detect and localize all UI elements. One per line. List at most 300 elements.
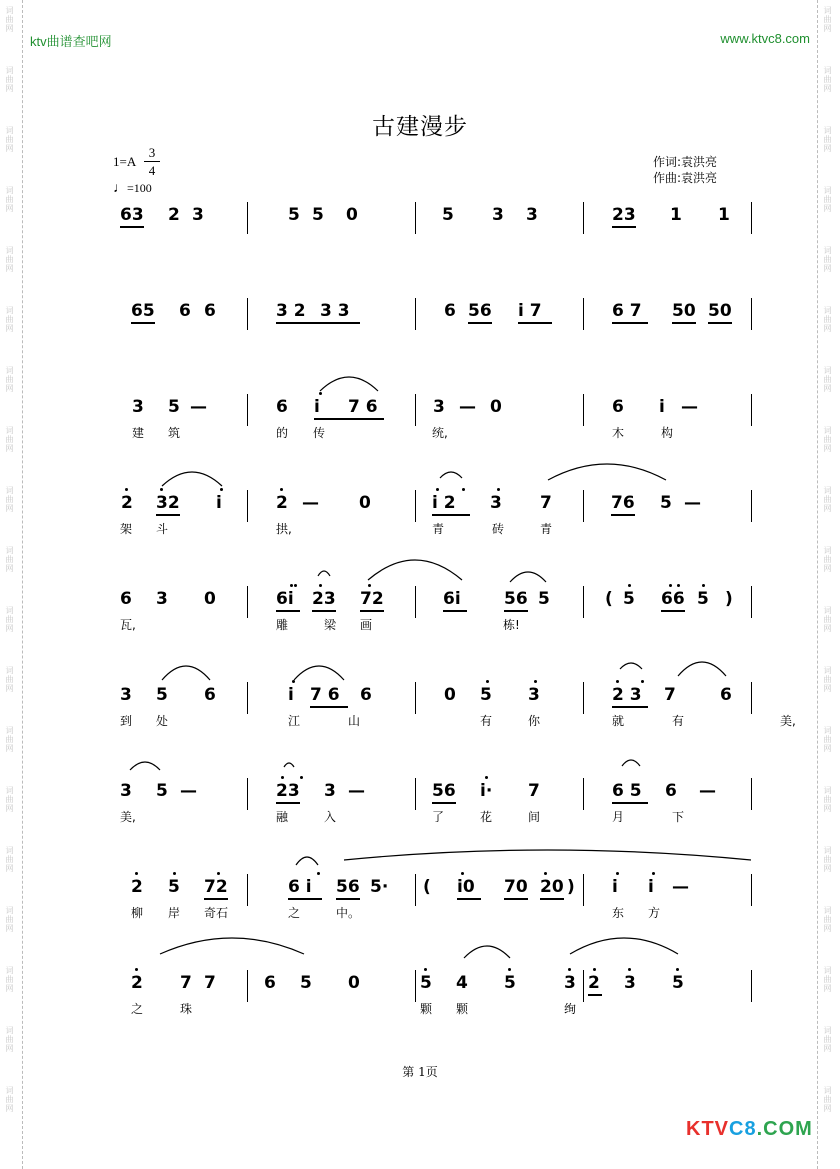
- note: 5: [480, 685, 492, 705]
- watermark-text: 词曲网: [823, 366, 832, 393]
- note: 5: [300, 973, 312, 993]
- note: 6 i: [288, 877, 312, 897]
- lyric: 统,: [432, 426, 448, 440]
- note: 6: [120, 589, 132, 609]
- beam-underline: [156, 514, 180, 516]
- watermark-text: 词曲网: [823, 786, 832, 813]
- beam-underline: [504, 898, 528, 900]
- octave-dot: [300, 776, 303, 779]
- ktvc8-logo: KTVC8.COM: [686, 1118, 813, 1140]
- beam-underline: [276, 322, 360, 324]
- bar-line: [247, 874, 248, 906]
- lyric: 融: [276, 810, 289, 824]
- note: 5: [168, 397, 180, 417]
- octave-dot: [669, 584, 672, 587]
- site-name-left: ktv曲谱查吧网: [30, 34, 112, 49]
- note: 5: [168, 877, 180, 897]
- note: —: [699, 781, 716, 801]
- bar-line: [247, 970, 248, 1002]
- watermark-text: 词曲网: [823, 546, 832, 573]
- note: 7: [180, 973, 192, 993]
- watermark-text: 词曲网: [823, 906, 832, 933]
- bar-line: [415, 970, 416, 1002]
- note: 3: [492, 205, 504, 225]
- note: 2: [588, 973, 600, 993]
- note: 0: [359, 493, 371, 513]
- lyric: 江: [288, 714, 301, 728]
- lyric: 木: [612, 426, 625, 440]
- note: 6i: [443, 589, 461, 609]
- beam-underline: [661, 610, 685, 612]
- note: 5·: [370, 877, 389, 897]
- bar-line: [415, 490, 416, 522]
- note: i: [612, 877, 618, 897]
- key-signature: 1=A: [113, 154, 137, 169]
- lyric: 有: [672, 714, 685, 728]
- note: 2: [276, 493, 288, 513]
- beam-underline: [504, 610, 528, 612]
- beam-underline: [131, 322, 155, 324]
- note: 5: [288, 205, 300, 225]
- lyric: 方: [648, 906, 661, 920]
- note: 23: [312, 589, 336, 609]
- note: 65: [131, 301, 155, 321]
- watermark-text: 词曲网: [5, 186, 14, 213]
- lyric: 下: [672, 810, 685, 824]
- note: 7: [528, 781, 540, 801]
- octave-dot: [125, 488, 128, 491]
- watermark-text: 词曲网: [5, 726, 14, 753]
- beam-underline: [312, 610, 336, 612]
- beam-underline: [518, 322, 552, 324]
- bar-line: [415, 682, 416, 714]
- bar-line: [583, 490, 584, 522]
- octave-dot: [485, 776, 488, 779]
- note: 5: [156, 781, 168, 801]
- watermark-text: 词曲网: [5, 546, 14, 573]
- note: 56: [336, 877, 360, 897]
- bar-line: [583, 202, 584, 234]
- watermark-text: 词曲网: [5, 426, 14, 453]
- note: 2: [131, 973, 143, 993]
- lyric: 之: [288, 906, 301, 920]
- lyric: 青: [432, 522, 445, 536]
- lyric: 拱,: [276, 522, 292, 536]
- beam-underline: [276, 610, 300, 612]
- note: 6: [360, 685, 372, 705]
- lyric: 斗: [156, 522, 169, 536]
- watermark-text: 词曲网: [5, 786, 14, 813]
- bar-line: [247, 202, 248, 234]
- page-number: 第 1页: [402, 1065, 438, 1079]
- bar-line: [751, 586, 752, 618]
- lyric: 颗: [420, 1002, 433, 1016]
- note: 6: [444, 301, 456, 321]
- watermark-text: 词曲网: [823, 246, 832, 273]
- lyric: 传: [313, 426, 326, 440]
- note: 1: [670, 205, 682, 225]
- beam-underline: [588, 994, 602, 996]
- beam-underline: [120, 226, 144, 228]
- watermark-text: 词曲网: [823, 66, 832, 93]
- bar-line: [751, 394, 752, 426]
- watermark-text: 词曲网: [5, 66, 14, 93]
- note: i: [288, 685, 294, 705]
- note: —: [180, 781, 197, 801]
- watermark-text: 词曲网: [823, 1026, 832, 1053]
- bar-line: [247, 682, 248, 714]
- lyric: 间: [528, 810, 541, 824]
- note: 56: [504, 589, 528, 609]
- note: 3: [156, 589, 168, 609]
- note: 2: [131, 877, 143, 897]
- note: 72: [204, 877, 228, 897]
- octave-dot: [319, 584, 322, 587]
- note: 0: [346, 205, 358, 225]
- note: 56: [432, 781, 456, 801]
- note: (: [423, 877, 431, 897]
- lyric: 珠: [180, 1002, 193, 1016]
- beam-underline: [612, 706, 648, 708]
- watermark-text: 词曲网: [5, 246, 14, 273]
- bar-line: [583, 778, 584, 810]
- bar-line: [583, 682, 584, 714]
- note: 5: [442, 205, 454, 225]
- lyric: 处: [156, 714, 169, 728]
- note: 6: [179, 301, 191, 321]
- beam-underline: [611, 514, 635, 516]
- bar-line: [415, 202, 416, 234]
- bar-line: [415, 394, 416, 426]
- watermark-text: 词曲网: [823, 726, 832, 753]
- note: 32: [156, 493, 180, 513]
- lyric: 构: [661, 426, 674, 440]
- bar-line: [247, 586, 248, 618]
- lyric: 有: [480, 714, 493, 728]
- note: i0: [457, 877, 475, 897]
- watermark-text: 词曲网: [823, 846, 832, 873]
- song-title: 古建漫步: [372, 114, 468, 140]
- bar-line: [583, 970, 584, 1002]
- note: 6: [665, 781, 677, 801]
- bar-line: [415, 874, 416, 906]
- quarter-note-icon: ♩: [113, 181, 127, 196]
- octave-dot: [462, 488, 465, 491]
- note: 72: [360, 589, 384, 609]
- note: 63: [120, 205, 144, 225]
- watermark-text: 词曲网: [823, 186, 832, 213]
- beam-underline: [612, 802, 648, 804]
- beam-underline: [310, 706, 348, 708]
- note: 3: [192, 205, 204, 225]
- lyric: 画: [360, 618, 373, 632]
- octave-dot: [292, 680, 295, 683]
- watermark-text: 词曲网: [5, 846, 14, 873]
- note: 23: [276, 781, 300, 801]
- watermark-text: 词曲网: [823, 1086, 832, 1113]
- watermark-text: 词曲网: [5, 1086, 14, 1113]
- bar-line: [415, 586, 416, 618]
- tempo-value: =100: [127, 181, 152, 195]
- octave-dot: [220, 488, 223, 491]
- watermark-text: 词曲网: [823, 486, 832, 513]
- note: —: [672, 877, 689, 897]
- note: 3: [490, 493, 502, 513]
- octave-dot: [628, 584, 631, 587]
- octave-dot: [424, 968, 427, 971]
- note: 7: [204, 973, 216, 993]
- score-row: [0, 200, 840, 300]
- octave-dot: [641, 680, 644, 683]
- bar-line: [583, 298, 584, 330]
- watermark-text: 词曲网: [5, 306, 14, 333]
- octave-dot: [217, 872, 220, 875]
- watermark-text: 词曲网: [823, 6, 832, 33]
- octave-dot: [568, 968, 571, 971]
- lyric: 你: [528, 714, 541, 728]
- octave-dot: [534, 680, 537, 683]
- bar-line: [751, 202, 752, 234]
- bar-line: [751, 298, 752, 330]
- note: 56: [468, 301, 492, 321]
- note: i 7: [518, 301, 542, 321]
- lyric: 柳: [131, 906, 144, 920]
- note: 6: [204, 685, 216, 705]
- octave-dot: [294, 584, 297, 587]
- note: (: [605, 589, 613, 609]
- octave-dot: [135, 968, 138, 971]
- time-signature-bottom: 4: [148, 163, 156, 178]
- note: 1: [718, 205, 730, 225]
- lyric: 架: [120, 522, 133, 536]
- lyric: 筑: [168, 426, 181, 440]
- watermark-text: 词曲网: [823, 426, 832, 453]
- lyric: 瓦,: [120, 618, 136, 632]
- lyric: 入: [324, 810, 337, 824]
- beam-underline: [612, 322, 648, 324]
- note: 7: [540, 493, 552, 513]
- note: 5: [697, 589, 709, 609]
- octave-dot: [616, 872, 619, 875]
- lyric: 月: [612, 810, 625, 824]
- octave-dot: [497, 488, 500, 491]
- note: 3: [624, 973, 636, 993]
- score-row: [0, 392, 840, 492]
- lyric: 青: [540, 522, 553, 536]
- watermark-text: 词曲网: [823, 666, 832, 693]
- octave-dot: [173, 872, 176, 875]
- note: 76: [611, 493, 635, 513]
- watermark-text: 词曲网: [5, 6, 14, 33]
- note: 3: [324, 781, 336, 801]
- bar-line: [415, 778, 416, 810]
- octave-dot: [676, 968, 679, 971]
- note: —: [302, 493, 319, 513]
- watermark-text: 词曲网: [823, 306, 832, 333]
- bar-line: [751, 970, 752, 1002]
- lyric: 到: [120, 714, 133, 728]
- time-signature: [144, 145, 160, 178]
- note: 3 3: [320, 301, 350, 321]
- note: 6i: [276, 589, 294, 609]
- lyric: 花: [480, 810, 493, 824]
- note: i: [216, 493, 222, 513]
- bar-line: [247, 490, 248, 522]
- note: 7: [664, 685, 676, 705]
- bar-line: [751, 874, 752, 906]
- lyric: 雕: [276, 618, 289, 632]
- watermark-text: 词曲网: [823, 966, 832, 993]
- note: 2: [121, 493, 133, 513]
- beam-underline: [540, 898, 564, 900]
- beam-underline: [457, 898, 481, 900]
- lyric: 建: [132, 426, 145, 440]
- octave-dot: [368, 584, 371, 587]
- note: 6 7: [612, 301, 642, 321]
- note: i 2: [432, 493, 456, 513]
- bar-line: [583, 874, 584, 906]
- note: 6: [264, 973, 276, 993]
- note: ): [725, 589, 733, 609]
- octave-dot: [319, 392, 322, 395]
- note: 23: [612, 205, 636, 225]
- note: 5: [504, 973, 516, 993]
- score-row: [0, 680, 840, 780]
- score-row: [0, 776, 840, 876]
- note: 0: [204, 589, 216, 609]
- note: 5: [623, 589, 635, 609]
- watermark-text: 词曲网: [5, 666, 14, 693]
- bar-line: [247, 298, 248, 330]
- beam-underline: [360, 610, 384, 612]
- lyricist-credit: 作词:袁洪亮: [653, 155, 718, 169]
- note: 5: [156, 685, 168, 705]
- note: 50: [708, 301, 732, 321]
- lyric: 中。: [336, 906, 361, 920]
- lyric: 砖: [492, 522, 505, 536]
- note: 3: [120, 781, 132, 801]
- tempo-marking: [113, 181, 152, 197]
- beam-underline: [204, 898, 228, 900]
- bar-line: [247, 778, 248, 810]
- beam-underline: [443, 610, 467, 612]
- note: 6: [612, 397, 624, 417]
- beam-underline: [432, 514, 470, 516]
- note: 5: [660, 493, 672, 513]
- octave-dot: [290, 584, 293, 587]
- lyric: 美,: [780, 714, 796, 728]
- note: 5: [312, 205, 324, 225]
- note: —: [684, 493, 701, 513]
- lyric: 之: [131, 1002, 144, 1016]
- watermark-text: 词曲网: [5, 906, 14, 933]
- note: 6: [204, 301, 216, 321]
- beam-underline: [708, 322, 732, 324]
- bar-line: [247, 394, 248, 426]
- note: 3: [433, 397, 445, 417]
- watermark-text: 词曲网: [5, 606, 14, 633]
- note: 6 5: [612, 781, 642, 801]
- composer-credit: 作曲:袁洪亮: [653, 171, 718, 185]
- note: 7 6: [310, 685, 340, 705]
- lyric: 了: [432, 810, 445, 824]
- note: 70: [504, 877, 528, 897]
- octave-dot: [628, 968, 631, 971]
- note: 5: [538, 589, 550, 609]
- time-signature-bar: [144, 161, 160, 162]
- lyric: 美,: [120, 810, 136, 824]
- bar-line: [751, 490, 752, 522]
- lyric: 梁: [324, 618, 337, 632]
- note: 3: [528, 685, 540, 705]
- watermark-text: 词曲网: [5, 126, 14, 153]
- octave-dot: [135, 872, 138, 875]
- note: 66: [661, 589, 685, 609]
- watermark-text: 词曲网: [5, 366, 14, 393]
- note: 0: [444, 685, 456, 705]
- lyric: 东: [612, 906, 625, 920]
- lyric: 绚: [564, 1002, 577, 1016]
- bar-line: [583, 586, 584, 618]
- score-row: [0, 584, 840, 684]
- note: 7 6: [348, 397, 378, 417]
- bar-line: [751, 778, 752, 810]
- watermark-text: 词曲网: [823, 126, 832, 153]
- note: —: [190, 397, 207, 417]
- note: 50: [672, 301, 696, 321]
- bar-line: [751, 682, 752, 714]
- lyric: 栋!: [503, 618, 520, 632]
- score-row: [0, 968, 840, 1068]
- note: i·: [480, 781, 493, 801]
- octave-dot: [461, 872, 464, 875]
- beam-underline: [612, 226, 636, 228]
- watermark-text: 词曲网: [5, 486, 14, 513]
- note: 3 2: [276, 301, 306, 321]
- note: 3: [564, 973, 576, 993]
- octave-dot: [508, 968, 511, 971]
- beam-underline: [468, 322, 492, 324]
- octave-dot: [616, 680, 619, 683]
- beam-underline: [288, 898, 322, 900]
- bar-line: [583, 394, 584, 426]
- octave-dot: [160, 488, 163, 491]
- note: 5: [672, 973, 684, 993]
- note: 3: [120, 685, 132, 705]
- site-url-right: www.ktvc8.com: [720, 31, 810, 46]
- note: 3: [526, 205, 538, 225]
- octave-dot: [281, 776, 284, 779]
- octave-dot: [652, 872, 655, 875]
- note: 0: [490, 397, 502, 417]
- beam-underline: [276, 802, 300, 804]
- lyric: 就: [612, 714, 625, 728]
- score-row: [0, 872, 840, 972]
- watermark-text: 词曲网: [5, 966, 14, 993]
- beam-underline: [672, 322, 696, 324]
- note: —: [681, 397, 698, 417]
- note: 4: [456, 973, 468, 993]
- note: i: [314, 397, 320, 417]
- beam-underline: [314, 418, 384, 420]
- note: 6: [720, 685, 732, 705]
- lyric: 颗: [456, 1002, 469, 1016]
- lyric: 奇石: [204, 906, 229, 920]
- octave-dot: [593, 968, 596, 971]
- lyric: 岸: [168, 906, 181, 920]
- time-signature-top: 3: [148, 145, 156, 160]
- note: —: [348, 781, 365, 801]
